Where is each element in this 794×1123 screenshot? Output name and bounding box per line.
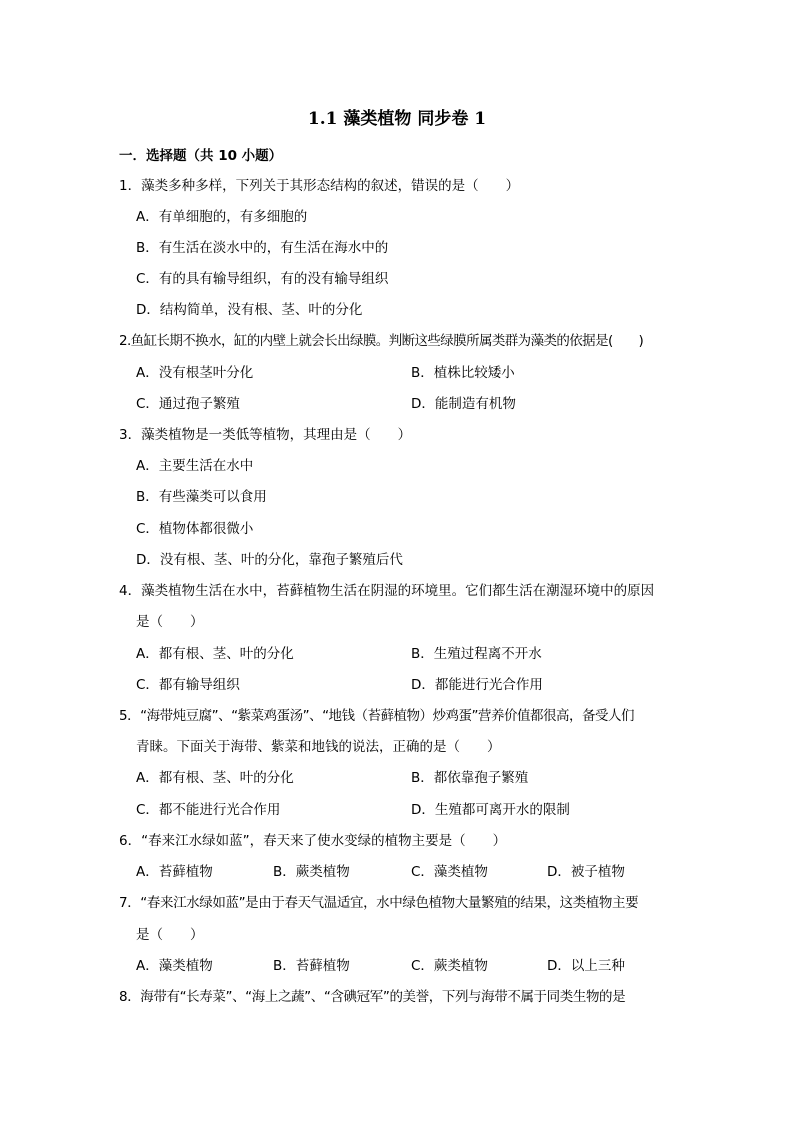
question-2-option-c: C．通过孢子繁殖 (136, 396, 240, 412)
question-5-stem-line-1: 5．“海带炖豆腐”、“紫菜鸡蛋汤”、“地钱（苔藓植物）炒鸡蛋”营养价值都很高，备受人们 (119, 708, 635, 724)
question-3-option-c: C．植物体都很微小 (136, 521, 254, 537)
question-5-option-b: B．都依靠孢子繁殖 (411, 770, 529, 786)
question-7-stem-line-1: 7．“春来江水绿如蓝”是由于春天气温适宜，水中绿色植物大量繁殖的结果，这类植物主要 (119, 895, 639, 911)
question-1-option-c: C．有的具有输导组织，有的没有输导组织 (136, 271, 389, 287)
question-7-option-c: C．蕨类植物 (411, 958, 488, 974)
question-5-option-c: C．都不能进行光合作用 (136, 802, 281, 818)
question-1-option-a: A．有单细胞的，有多细胞的 (136, 209, 308, 225)
question-4-stem-line-1: 4．藻类植物生活在水中，苔藓植物生活在阴湿的环境里。它们都生活在潮湿环境中的原因 (119, 583, 655, 599)
question-6-stem: 6．“春来江水绿如蓝”，春天来了使水变绿的植物主要是（ ） (119, 833, 507, 849)
question-2-option-b: B．植株比较矮小 (411, 365, 515, 381)
question-7-stem-line-2: 是（ ） (136, 927, 204, 943)
question-3-option-b: B．有些藻类可以食用 (136, 489, 267, 505)
question-1-option-b: B．有生活在淡水中的，有生活在海水中的 (136, 240, 389, 256)
question-3-stem: 3．藻类植物是一类低等植物，其理由是（ ） (119, 427, 412, 443)
question-7-option-a: A．藻类植物 (136, 958, 213, 974)
question-2-stem: 2.鱼缸长期不换水，缸的内壁上就会长出绿膜。判断这些绿膜所属类群为藻类的依据是( ) (119, 333, 644, 349)
page-title: 1.1 藻类植物 同步卷 1 (307, 109, 487, 129)
question-8-stem: 8．海带有“长寿菜”、“海上之蔬”、“含碘冠军”的美誉，下列与海带不属于同类生物的是 (119, 989, 626, 1005)
question-4-stem-line-2: 是（ ） (136, 614, 204, 630)
question-7-option-d: D．以上三种 (547, 958, 625, 974)
question-4-option-a: A．都有根、茎、叶的分化 (136, 646, 294, 662)
question-2-option-a: A．没有根茎叶分化 (136, 365, 254, 381)
question-6-option-c: C．藻类植物 (411, 864, 488, 880)
question-1-stem: 1．藻类多种多样，下列关于其形态结构的叙述，错误的是（ ） (119, 178, 520, 194)
question-1-option-d: D．结构简单，没有根、茎、叶的分化 (136, 302, 363, 318)
question-4-option-c: C．都有输导组织 (136, 677, 240, 693)
question-6-option-a: A．苔藓植物 (136, 864, 213, 880)
section-heading: 一．选择题（共 10 小题） (119, 148, 283, 164)
question-3-option-d: D．没有根、茎、叶的分化，靠孢子繁殖后代 (136, 552, 403, 568)
question-7-option-b: B．苔藓植物 (273, 958, 350, 974)
question-6-option-b: B．蕨类植物 (273, 864, 350, 880)
question-5-option-d: D．生殖都可离开水的限制 (411, 802, 570, 818)
question-5-stem-line-2: 青睐。下面关于海带、紫菜和地钱的说法，正确的是（ ） (136, 739, 501, 755)
question-6-option-d: D．被子植物 (547, 864, 625, 880)
question-2-option-d: D．能制造有机物 (411, 396, 516, 412)
question-4-option-d: D．都能进行光合作用 (411, 677, 543, 693)
question-5-option-a: A．都有根、茎、叶的分化 (136, 770, 294, 786)
question-3-option-a: A．主要生活在水中 (136, 458, 254, 474)
question-4-option-b: B．生殖过程离不开水 (411, 646, 542, 662)
